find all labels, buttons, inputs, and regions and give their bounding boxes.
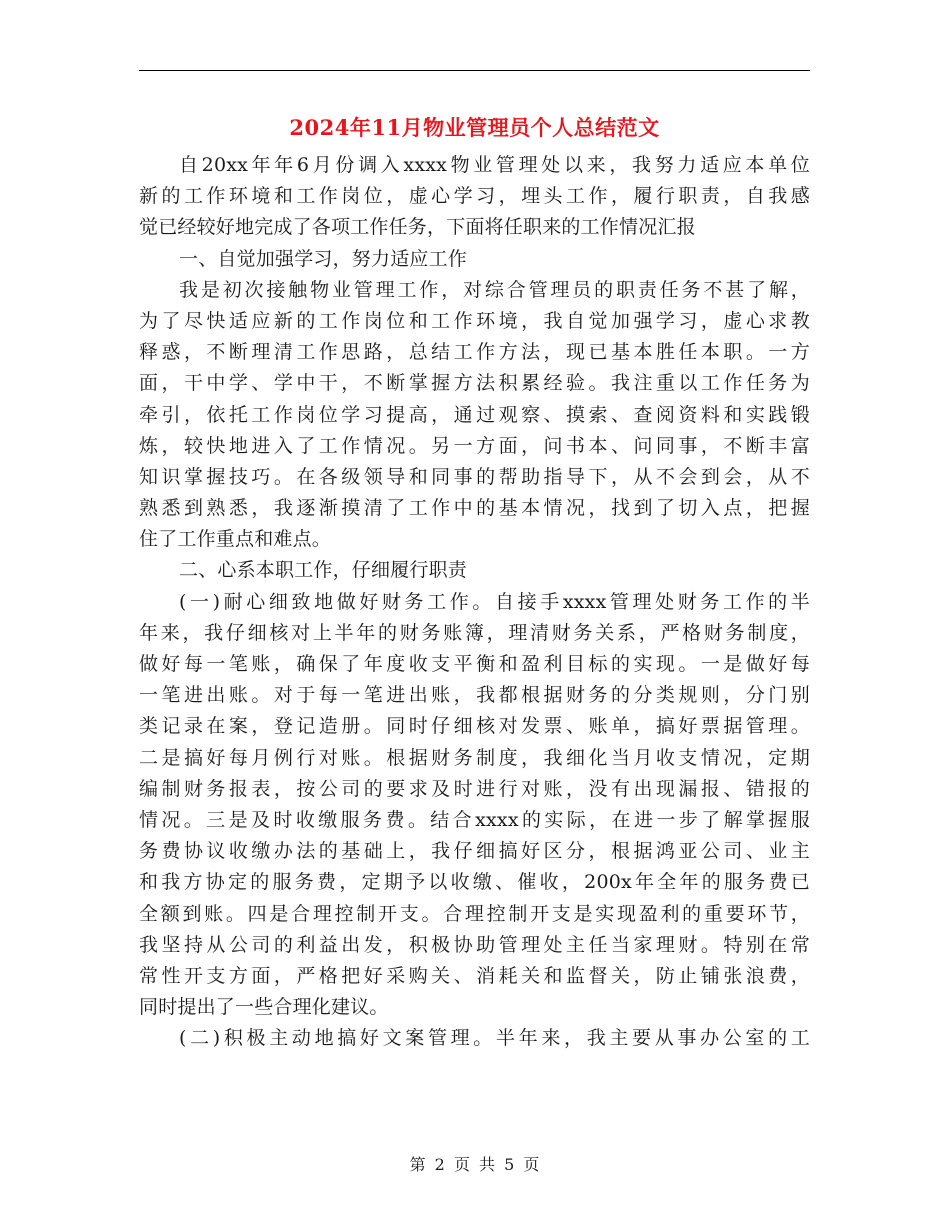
text-line: 二是搞好每月例行对账。根据财务制度，我细化当月收支情况，定期 [139,746,810,769]
text-line: 我坚持从公司的利益出发，积极协助管理处主任当家理财。特别在常 [139,933,810,956]
text-line: 觉已经较好地完成了各项工作任务，下面将任职来的工作情况汇报 [139,216,696,239]
text-line: 释惑，不断理清工作思路，总结工作方法，现已基本胜任本职。一方 [139,341,810,364]
header-rule [139,70,810,71]
text-line: 一笔进出账。对于每一笔进出账，我都根据财务的分类规则，分门别 [139,684,810,707]
text-line: 类记录在案，登记造册。同时仔细核对发票、账单，搞好票据管理。 [139,715,810,738]
text-line: 为了尽快适应新的工作岗位和工作环境，我自觉加强学习，虚心求教 [139,309,810,332]
text-line: 做好每一笔账，确保了年度收支平衡和盈利目标的实现。一是做好每 [139,653,810,675]
text-line: 自20xx年年6月份调入xxxx物业管理处以来，我努力适应本单位 [179,154,810,176]
text-line: 全额到账。四是合理控制开支。合理控制开支是实现盈利的重要环节， [139,902,810,925]
section-heading-2: 二、心系本职工作，仔细履行职责 [179,559,468,582]
text-line: 常性开支方面，严格把好采购关、消耗关和监督关，防止铺张浪费， [139,964,810,987]
text-line: 年来，我仔细核对上半年的财务账簿，理清财务关系，严格财务制度， [139,621,810,644]
text-line: 牵引，依托工作岗位学习提高，通过观察、摸索、查阅资料和实践锻 [139,403,810,426]
text-line: (二)积极主动地搞好文案管理。半年来，我主要从事办公室的工 [179,1027,810,1050]
document-body [139,150,810,1054]
section-heading-1: 一、自觉加强学习，努力适应工作 [179,247,468,270]
text-line: 和我方协定的服务费，定期予以收缴、催收，200x年全年的服务费已 [139,871,810,894]
text-line: 炼，较快地进入了工作情况。另一方面，问书本、问同事，不断丰富 [139,434,810,457]
text-line: (一)耐心细致地做好财务工作。自接手xxxx管理处财务工作的半 [179,590,810,613]
text-line: 面，干中学、学中干，不断掌握方法积累经验。我注重以工作任务为 [139,372,810,395]
text-line: 熟悉到熟悉，我逐渐摸清了工作中的基本情况，找到了切入点，把握 [139,497,810,520]
document-title: 2024年11月物业管理员个人总结范文 [289,115,660,140]
page-number-footer: 第 2 页 共 5 页 [409,1155,540,1174]
text-line: 知识掌握技巧。在各级领导和同事的帮助指导下，从不会到会，从不 [139,465,810,488]
text-line: 住了工作重点和难点。 [139,528,332,551]
text-line: 我是初次接触物业管理工作，对综合管理员的职责任务不甚了解， [179,278,810,301]
text-line: 情况。三是及时收缴服务费。结合xxxx的实际，在进一步了解掌握服 [139,808,810,831]
text-line: 务费协议收缴办法的基础上，我仔细搞好区分，根据鸿亚公司、业主 [139,840,810,863]
text-line: 新的工作环境和工作岗位，虚心学习，埋头工作，履行职责，自我感 [139,185,810,208]
text-line: 同时提出了一些合理化建议。 [139,996,389,1019]
text-line: 编制财务报表，按公司的要求及时进行对账，没有出现漏报、错报的 [139,777,810,800]
